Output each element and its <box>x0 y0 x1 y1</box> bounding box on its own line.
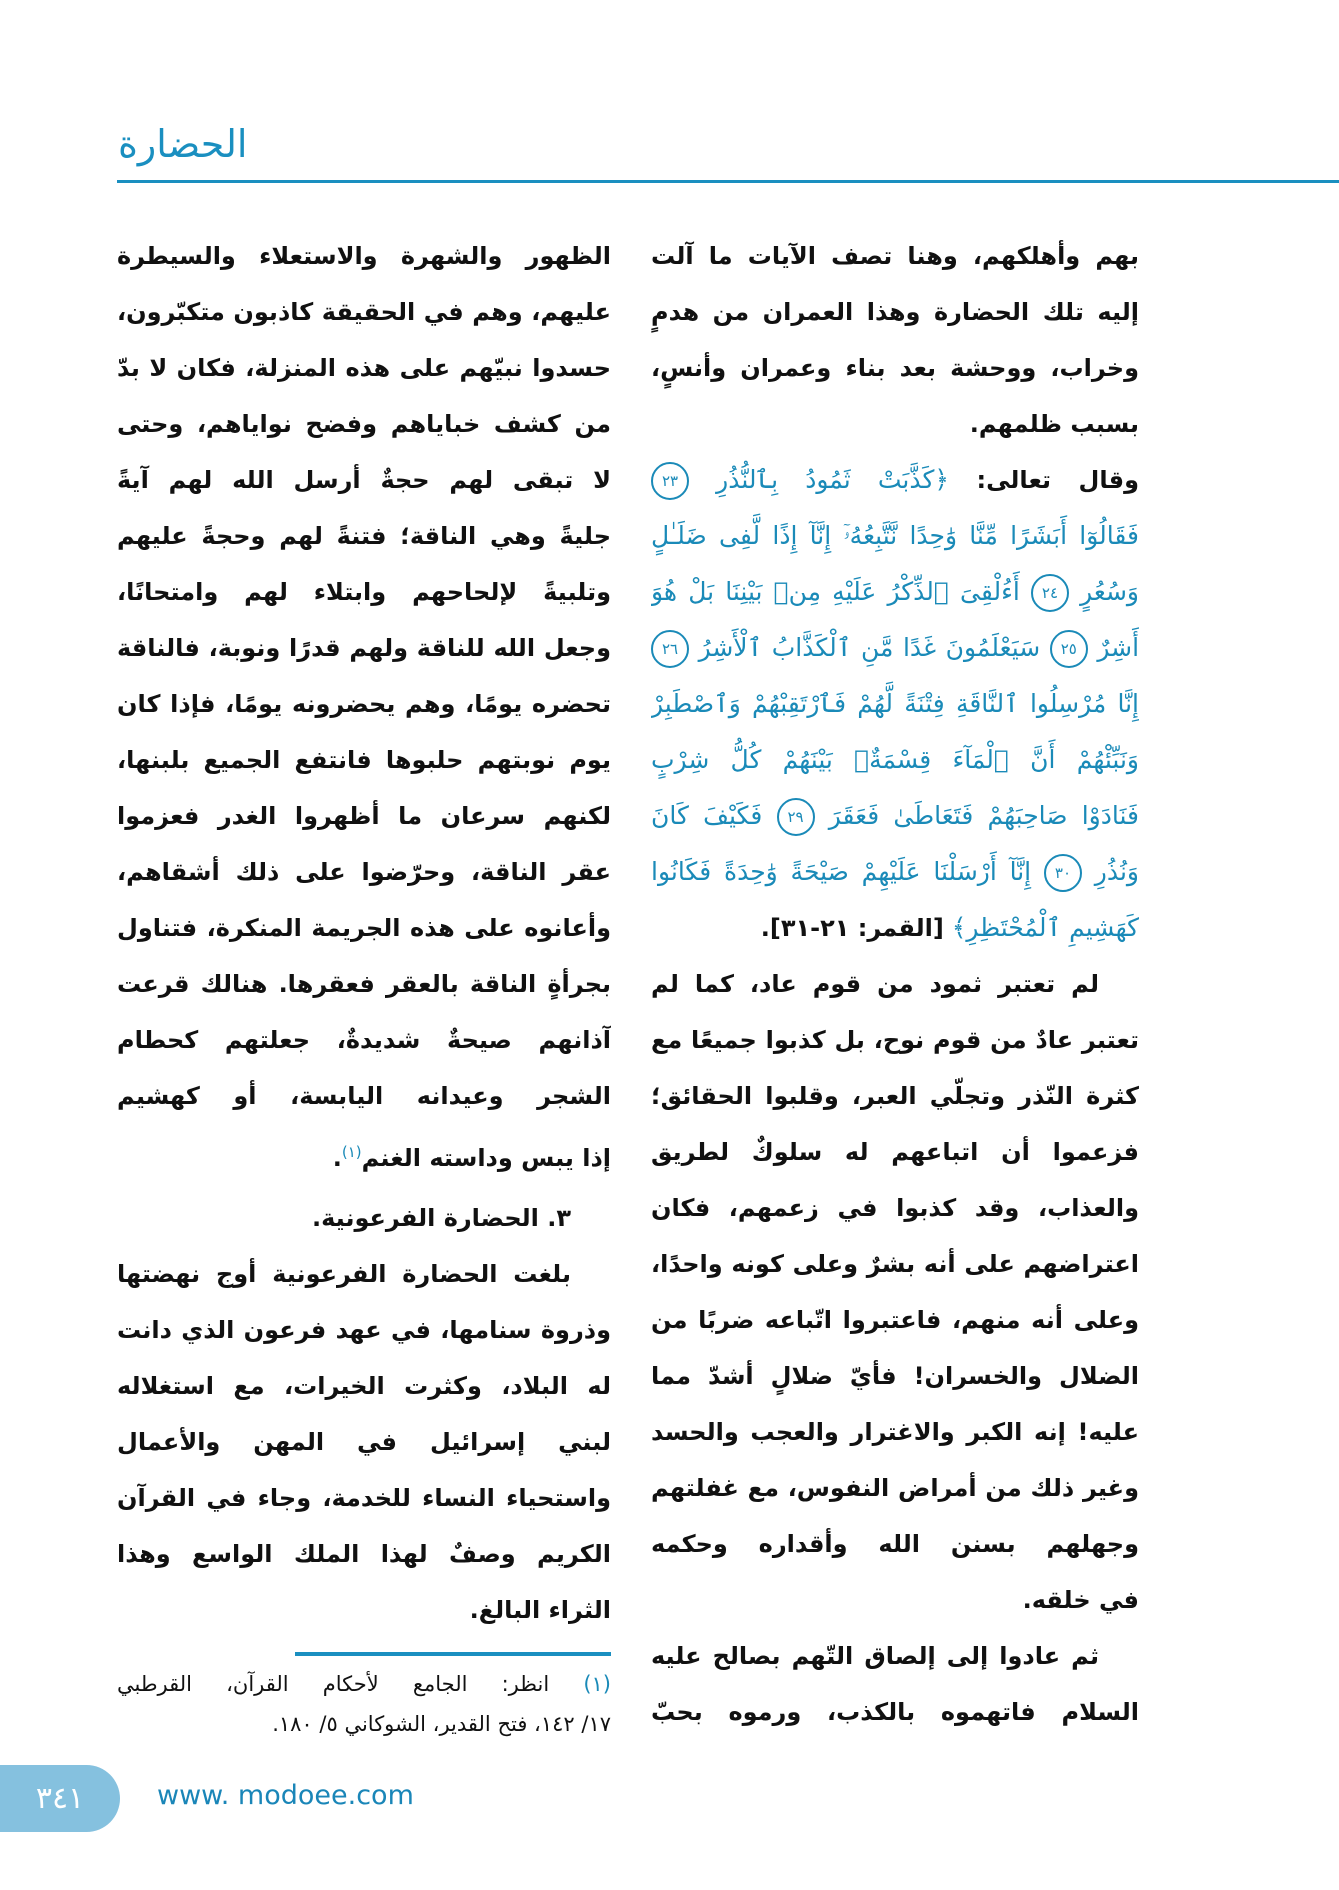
text-line: بهم وأهلكهم، وهنا تصف الآيات ما آلت <box>651 242 1139 270</box>
page-number-tab: ٣٤١ <box>0 1765 120 1832</box>
text-line: لبني إسرائيل في المهن والأعمال <box>117 1428 611 1456</box>
text-line: السلام فاتهموه بالكذب، ورموه بحبّ <box>651 1698 1139 1726</box>
text-line: والعذاب، وقد كذبوا في زعمهم، فكان <box>651 1194 1139 1222</box>
text-line: بلغت الحضارة الفرعونية أوج نهضتها <box>117 1260 571 1288</box>
ayah-number-marker: ٢٦ <box>651 630 689 668</box>
footnote-text: ١٧/ ١٤٢، فتح القدير، الشوكاني ٥/ ١٨٠. <box>272 1712 611 1736</box>
quran-text: وَنُذُرِ <box>1094 857 1139 886</box>
text-span: . <box>332 1144 342 1172</box>
footnote-text: انظر: الجامع لأحكام القرآن، القرطبي <box>117 1672 550 1696</box>
text-line: لم تعتبر ثمود من قوم عاد، كما لم <box>651 970 1099 998</box>
left-column <box>117 228 611 1638</box>
text-line: وذروة سنامها، في عهد فرعون الذي دانت <box>117 1316 611 1344</box>
text-line: بسبب ظلمهم. <box>969 410 1139 438</box>
ayah-number-marker: ٢٥ <box>1050 630 1088 668</box>
text-line: كثرة النّذر وتجلّي العبر، وقلبوا الحقائق؛ <box>651 1082 1139 1110</box>
text-line: يوم نوبتهم حلبوها فانتفع الجميع بلبنها، <box>117 746 611 774</box>
quran-verse-line <box>651 508 1139 564</box>
text-line: في خلقه. <box>1022 1586 1139 1614</box>
text-line: عليهم، وهم في الحقيقة كاذبون متكبّرون، <box>117 298 611 326</box>
text-line: إليه تلك الحضارة وهذا العمران من هدمٍ <box>651 298 1139 326</box>
text-line: حسدوا نبيّهم على هذه المنزلة، فكان لا بدّ <box>117 354 611 382</box>
text-line: فزعموا أن اتباعهم له سلوكٌ لطريق <box>651 1138 1139 1166</box>
text-line: وخراب، ووحشة بعد بناء وعمران وأنسٍ، <box>651 354 1139 382</box>
text-line: عقر الناقة، وحرّضوا على ذلك أشقاهم، <box>117 858 611 886</box>
quran-text: ﴿كَذَّبَتْ ثَمُودُ بِٱلنُّذُرِ <box>716 465 949 494</box>
text-line: الشجر وعيدانه اليابسة، أو كهشيم <box>117 1082 611 1110</box>
quran-text: أَشِرٌ <box>1097 633 1139 662</box>
text-line: وأعانوه على هذه الجريمة المنكرة، فتناول <box>117 914 611 942</box>
footnote-number: (١) <box>583 1672 611 1696</box>
text-line: تعتبر عادٌ من قوم نوح، بل كذبوا جميعًا مع <box>651 1026 1139 1054</box>
text-line: جليةً وهي الناقة؛ فتنةً لهم وحجةً عليهم <box>117 522 611 550</box>
quran-verse-line <box>651 844 1139 900</box>
footnote-reference[interactable]: (١) <box>341 1143 362 1161</box>
quran-text: وَسُعُرٍ <box>1080 577 1139 606</box>
text-line: وتلبيةً لإلحاحهم وابتلاء لهم وامتحانًا، <box>117 578 611 606</box>
quran-text: أَءُلْقِىَ ٱلذِّكْرُ عَلَيْهِ مِنۢ بَيْنِنَا بَلْ هُوَ <box>651 577 1020 606</box>
quran-text: إِنَّا مُرْسِلُوا ٱلنَّاقَةِ فِتْنَةً لَّهُمْ فَٱرْتَقِبْهُمْ وَٱصْطَبِرْ <box>651 689 1139 718</box>
quran-verse-line <box>651 564 1139 620</box>
text-line: لكنهم سرعان ما أظهروا الغدر فعزموا <box>117 802 611 830</box>
text-span: [القمر: ٢١-٣١]. <box>760 914 944 942</box>
section-heading: ٣. الحضارة الفرعونية. <box>311 1204 571 1232</box>
text-line: واستحياء النساء للخدمة، وجاء في القرآن <box>117 1484 611 1512</box>
text-line: آذانهم صيحةٌ شديدةٌ، جعلتهم كحطام <box>117 1026 611 1054</box>
website-link[interactable]: www. modoee.com <box>157 1780 414 1811</box>
ayah-number-marker: ٣٠ <box>1044 854 1082 892</box>
quran-verse-line <box>651 788 1139 844</box>
quran-text: فَكَيْفَ كَانَ <box>651 801 763 830</box>
text-line: الظهور والشهرة والاستعلاء والسيطرة <box>117 242 611 270</box>
ayah-number-marker: ٢٤ <box>1031 574 1069 612</box>
quran-verse-line <box>651 452 1139 508</box>
text-line: وجعل الله للناقة ولهم قدرًا ونوبة، فالناقة <box>117 634 611 662</box>
ayah-number-marker: ٢٣ <box>651 462 689 500</box>
quran-verse-line <box>651 900 1139 956</box>
text-line: لا تبقى لهم حجةٌ أرسل الله لهم آيةً <box>117 466 611 494</box>
text-line: ثم عادوا إلى إلصاق التّهم بصالح عليه <box>651 1642 1099 1670</box>
text-line: الضلال والخسران! فأيّ ضلالٍ أشدّ مما <box>651 1362 1139 1390</box>
header-rule <box>117 180 1339 183</box>
footnote <box>117 1664 611 1744</box>
text-line: عليه! إنه الكبر والاغترار والعجب والحسد <box>651 1418 1139 1446</box>
text-line: له البلاد، وكثرت الخيرات، مع استغلاله <box>117 1372 611 1400</box>
text-span: وقال تعالى: <box>949 466 1139 494</box>
ayah-number-marker: ٢٩ <box>777 798 815 836</box>
text-line <box>117 1124 611 1180</box>
text-line: وعلى أنه منهم، فاعتبروا اتّباعه ضربًا من <box>651 1306 1139 1334</box>
text-line: اعتراضهم على أنه بشرٌ وعلى كونه واحدًا، <box>651 1250 1139 1278</box>
quran-verse-line <box>651 732 1139 788</box>
text-line: تحضره يومًا، وهم يحضرونه يومًا، فإذا كان <box>117 690 611 718</box>
text-line: الثراء البالغ. <box>469 1596 611 1624</box>
quran-text: سَيَعْلَمُونَ غَدًا مَّنِ ٱلْكَذَّابُ ٱلْأَشِرُ <box>698 633 1041 662</box>
quran-text: وَنَبِّئْهُمْ أَنَّ ٱلْمَآءَ قِسْمَةٌۢ بَيْنَهُمْ كُلُّ شِرْبٍ <box>651 745 1139 774</box>
text-line: الكريم وصفٌ لهذا الملك الواسع وهذا <box>117 1540 611 1568</box>
quran-text: كَهَشِيمِ ٱلْمُحْتَظِرِ﴾ <box>951 913 1139 942</box>
quran-verse-line <box>651 676 1139 732</box>
quran-text: إِنَّآ أَرْسَلْنَا عَلَيْهِمْ صَيْحَةً وَٰحِدَةً فَكَانُوا <box>651 857 1032 886</box>
running-header-title: الحضارة <box>118 122 248 166</box>
text-line: من كشف خباياهم وفضح نواياهم، وحتى <box>117 410 611 438</box>
quran-text: فَقَالُوٓا أَبَشَرًا مِّنَّا وَٰحِدًا نَّتَّبِعُهُۥٓ إِنَّآ إِذًا لَّفِى ضَلَـٰلٍ <box>651 521 1139 550</box>
quran-verse-line <box>651 620 1139 676</box>
text-line: وغير ذلك من أمراض النفوس، مع غفلتهم <box>651 1474 1139 1502</box>
quran-text: فَنَادَوْا صَاحِبَهُمْ فَتَعَاطَىٰ فَعَقَرَ <box>828 801 1139 830</box>
right-column <box>651 228 1139 1740</box>
text-line: بجرأةٍ الناقة بالعقر فعقرها. هنالك قرعت <box>117 970 611 998</box>
text-span: إذا يبس وداسته الغنم <box>361 1144 611 1172</box>
footnote-separator <box>295 1652 611 1656</box>
text-line: وجهلهم بسنن الله وأقداره وحكمه <box>651 1530 1139 1558</box>
